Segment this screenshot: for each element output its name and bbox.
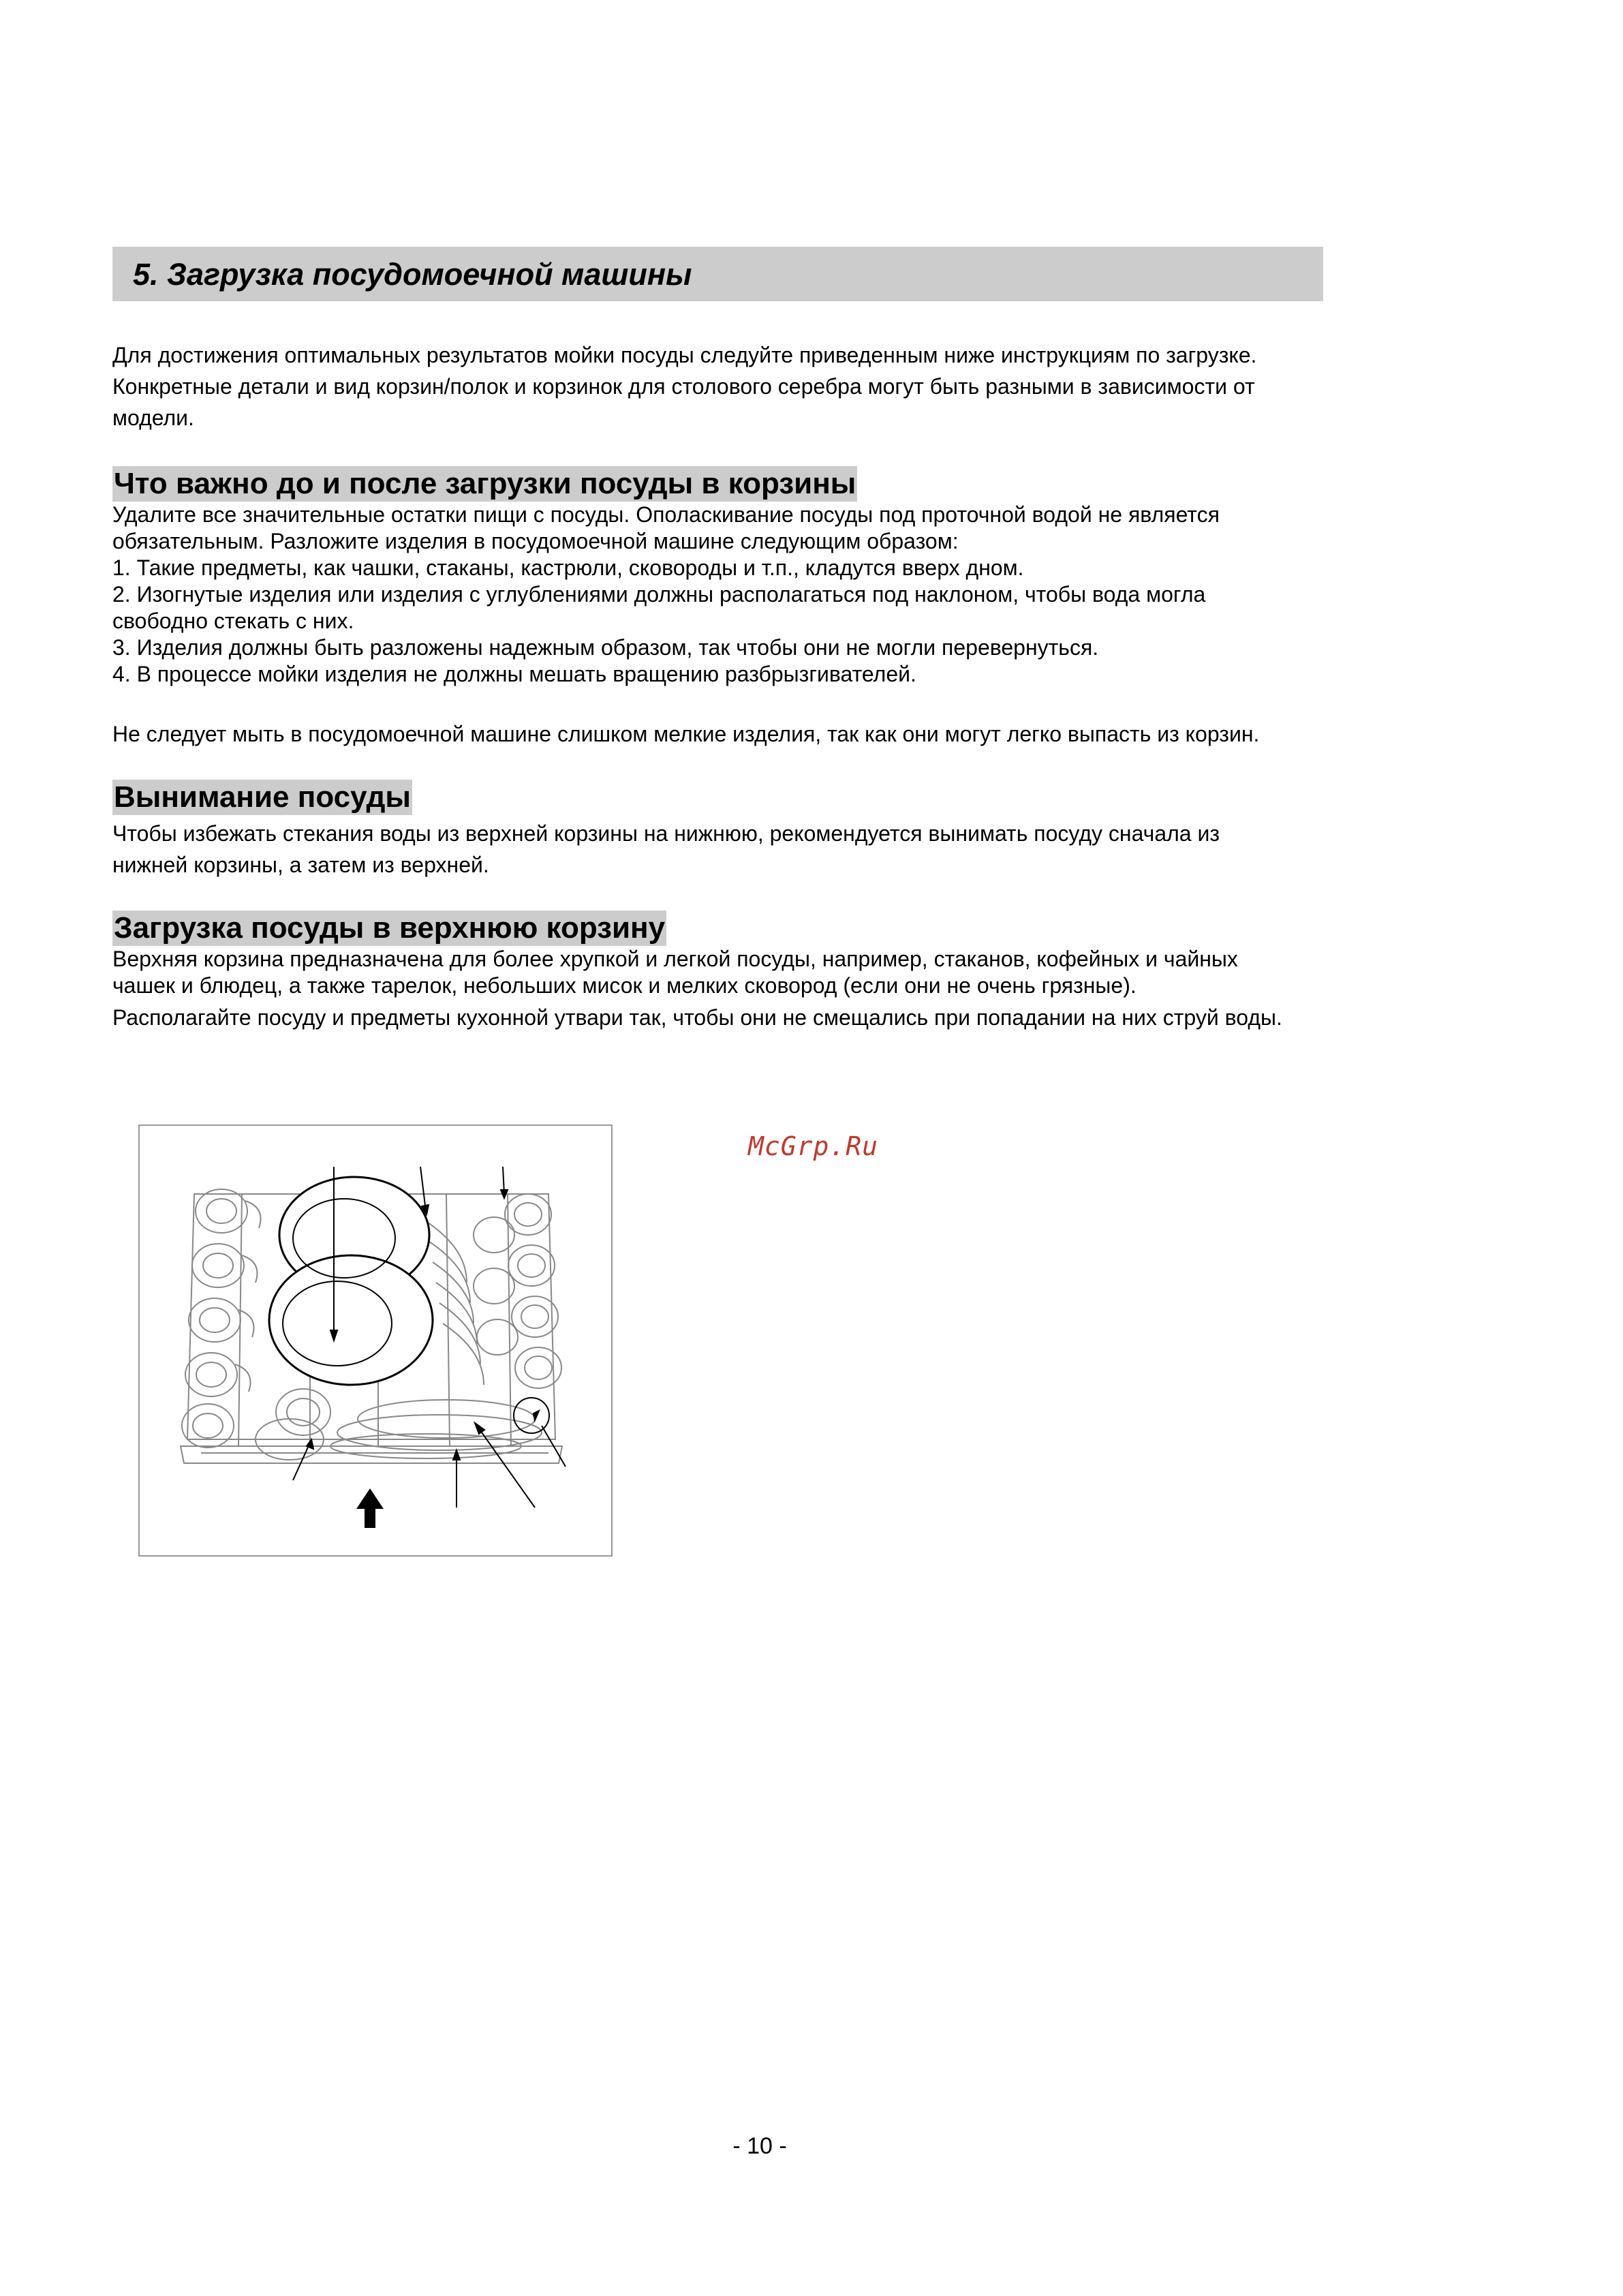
rules-line: обязательным. Разложите изделия в посудомоечной машине следующим образом:: [112, 529, 959, 553]
basket-base: [181, 1446, 562, 1463]
unloading-paragraph: [112, 818, 1407, 881]
heading-unloading: Вынимание посуды: [114, 780, 411, 814]
basket-drawing: [140, 1126, 611, 1555]
section-title: 5. Загрузка посудомоечной машины: [133, 257, 692, 292]
rules-line: 2. Изогнутые изделия или изделия с углублениями должны располагаться под наклоном, чтобы вода могла: [112, 582, 1206, 607]
unloading-line: Чтобы избежать стекания воды из верхней корзины на нижнюю, рекомендуется вынимать посуду сначала из: [112, 821, 1220, 846]
upper-basket-line: Располагайте посуду и предметы кухонной утвари так, чтобы они не смещались при попадании на них струй воды.: [112, 1005, 1282, 1030]
rules-line: 1. Такие предметы, как чашки, стаканы, кастрюли, сковороды и т.п., кладутся вверх дном.: [112, 555, 1024, 580]
upper-basket-illustration: [138, 1124, 613, 1557]
note-line: Не следует мыть в посудомоечной машине слишком мелкие изделия, так как они могут легко выпасть из корзин.: [112, 722, 1260, 746]
intro-line: модели.: [112, 405, 194, 430]
front-direction-arrow-icon: [356, 1488, 384, 1528]
rules-line: 3. Изделия должны быть разложены надежным образом, так чтобы они не могли перевернуться.: [112, 635, 1099, 660]
small-items-note: [112, 718, 1407, 750]
loading-rules-paragraph: [112, 502, 1407, 688]
upper-basket-line: Верхняя корзина предназначена для более хрупкой и легкой посуды, например, стаканов, кофейных и чайных: [112, 947, 1238, 971]
intro-line: Для достижения оптимальных результатов мойки посуды следуйте приведенным ниже инструкциям по загрузке.: [112, 343, 1257, 367]
heading-before-after-loading: Что важно до и после загрузки посуды в корзины: [114, 467, 856, 500]
section-title-bar: [112, 247, 1323, 301]
intro-line: Конкретные детали и вид корзин/полок и корзинок для столового серебра могут быть разными в зависимости от: [112, 374, 1255, 399]
highlight-circle: [514, 1398, 549, 1433]
rules-line: Удалите все значительные остатки пищи с посуды. Ополаскивание посуды под проточной водой не является: [112, 502, 1220, 527]
upper-basket-paragraph: [112, 946, 1407, 1031]
rules-line: 4. В процессе мойки изделия не должны мешать вращению разбрызгивателей.: [112, 662, 916, 686]
upper-basket-line: чашек и блюдец, а также тарелок, небольших мисок и мелких сковород (если они не очень грязные).: [112, 973, 1137, 998]
large-bowl-bottom: [269, 1255, 433, 1385]
rules-line: свободно стекать с них.: [112, 609, 354, 633]
intro-paragraph: [112, 339, 1407, 433]
heading-upper-basket: Загрузка посуды в верхнюю корзину: [114, 911, 666, 945]
watermark: McGrp.Ru: [748, 1131, 879, 1161]
page-number: - 10 -: [732, 2133, 787, 2159]
unloading-line: нижней корзины, а затем из верхней.: [112, 853, 489, 877]
